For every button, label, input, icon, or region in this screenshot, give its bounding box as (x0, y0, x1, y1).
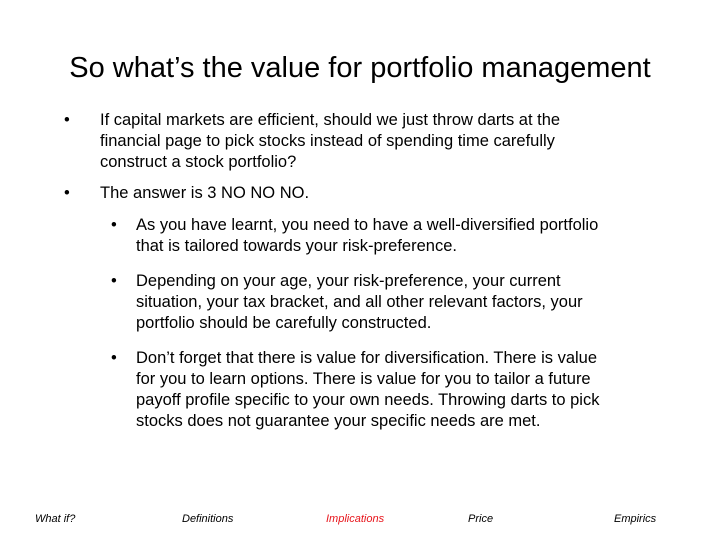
nav-link-implications[interactable]: Implications (326, 513, 385, 525)
nav-link-price[interactable]: Price (468, 513, 494, 525)
sub-bullet-text: As you have learnt, you need to have a well-diversified portfolio that is tailored towards your risk-preference. (136, 216, 599, 255)
bullet-marker: • (64, 111, 70, 129)
nav-link-what-if[interactable]: What if? (35, 513, 76, 525)
bullet-marker: • (64, 184, 70, 202)
bullet-marker: • (111, 272, 117, 290)
nav-link-definitions[interactable]: Definitions (182, 513, 234, 525)
bullet-marker: • (111, 216, 117, 234)
slide-title: So what’s the value for portfolio management (69, 52, 651, 84)
sub-bullet-text: Depending on your age, your risk-preference, your current situation, your tax bracket, and all other relevant factors, your portfolio should be carefully constructed. (136, 272, 583, 332)
footer-nav (0, 513, 720, 533)
bullet-text: If capital markets are efficient, should we just throw darts at the financial page to pick stocks instead of spending time carefully construct a stock portfolio? (100, 111, 561, 171)
sub-bullet-text: Don’t forget that there is value for diversification. There is value for you to learn options. There is value for you to tailor a future payoff profile specific to your own needs. Throwing darts to pick stocks does not guarantee your specific needs are met. (136, 349, 600, 430)
bullet-marker: • (111, 349, 117, 367)
nav-link-empirics[interactable]: Empirics (614, 513, 657, 525)
bullet-text: The answer is 3 NO NO NO. (100, 184, 310, 202)
